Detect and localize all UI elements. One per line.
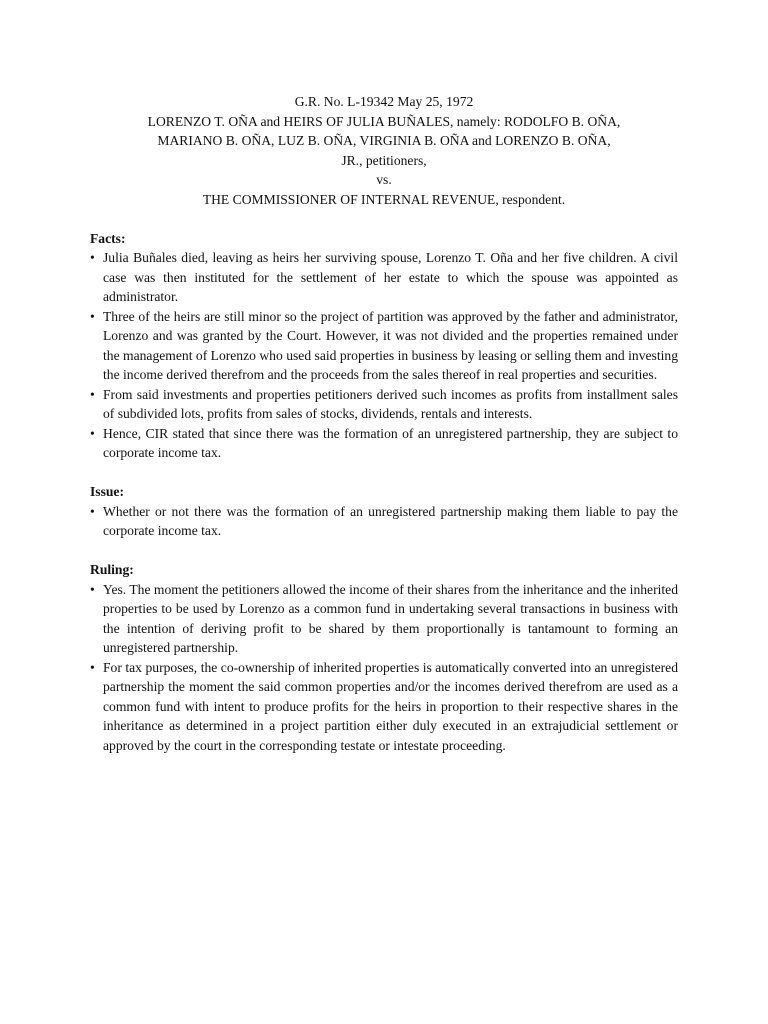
list-item [90, 580, 678, 658]
bullet-icon: • [90, 308, 95, 324]
list-item [90, 307, 678, 385]
bullet-icon: • [90, 503, 95, 519]
ruling-list [90, 580, 678, 756]
list-item [90, 385, 678, 424]
facts-list [90, 248, 678, 463]
list-item [90, 248, 678, 307]
list-item [90, 658, 678, 756]
bullet-icon: • [90, 425, 95, 441]
bullet-icon: • [90, 659, 95, 675]
list-item-text: Julia Buñales died, leaving as heirs her surviving spouse, Lorenzo T. Oña and her five children. A civil case was then instituted for the settlement of her estate to which the spouse was appointed as administrator. [103, 250, 678, 304]
list-item-text: Yes. The moment the petitioners allowed the income of their shares from the inheritance and the inherited properties to be used by Lorenzo as a common fund in undertaking several transactions in business with the intention of deriving profit to be shared by them proportionally is tantamount to forming an unregistered partnership. [103, 581, 678, 655]
versus-line: vs. [376, 172, 392, 187]
facts-section [90, 229, 678, 463]
ruling-section [90, 560, 678, 755]
case-header [90, 92, 678, 209]
issue-heading: Issue: [90, 484, 124, 499]
case-number-line: G.R. No. L-19342 May 25, 1972 [294, 94, 474, 109]
bullet-icon: • [90, 386, 95, 402]
respondent-line: THE COMMISSIONER OF INTERNAL REVENUE, respondent. [202, 191, 566, 207]
list-item-text: Whether or not there was the formation of an unregistered partnership making them liable to pay the corporate income tax. [103, 503, 678, 538]
list-item-text: For tax purposes, the co-ownership of inherited properties is automatically converted into an unregistered partnership the moment the said common properties and/or the incomes derived therefrom are used as a common fund with intent to produce profits for the heirs in proportion to their respective shares in the inheritance as determined in a project partition either duly executed in an extrajudicial settlement or approved by the court in the corresponding testate or intestate proceeding. [103, 659, 678, 753]
issue-list [90, 502, 678, 541]
petitioners-line-2: MARIANO B. OÑA, LUZ B. OÑA, VIRGINIA B. OÑA and LORENZO B. OÑA, [157, 133, 611, 148]
facts-heading: Facts: [90, 230, 126, 246]
bullet-icon: • [90, 250, 95, 265]
list-item-text: Three of the heirs are still minor so the project of partition was approved by the father and administrator, Lorenzo and was granted by the Court. However, it was not divided and the properties remained under the management of Lorenzo who used said properties in business by leasing or selling them and investing the income derived therefrom and the proceeds from the sales thereof in real properties and securities. [103, 308, 678, 382]
petitioners-line-3: JR., petitioners, [341, 152, 427, 168]
list-item-text: Hence, CIR stated that since there was the formation of an unregistered partnership, they are subject to corporate income tax. [103, 425, 678, 460]
list-item-text: From said investments and properties petitioners derived such incomes as profits from installment sales of subdivided lots, profits from sales of stocks, dividends, rentals and interests. [103, 386, 678, 421]
ruling-heading: Ruling: [90, 562, 134, 577]
bullet-icon: • [90, 581, 95, 597]
document-body [90, 92, 678, 755]
list-item [90, 424, 678, 463]
issue-section [90, 482, 678, 541]
list-item [90, 502, 678, 541]
petitioners-line-1: LORENZO T. OÑA and HEIRS OF JULIA BUÑALES, namely: RODOLFO B. OÑA, [147, 113, 621, 129]
